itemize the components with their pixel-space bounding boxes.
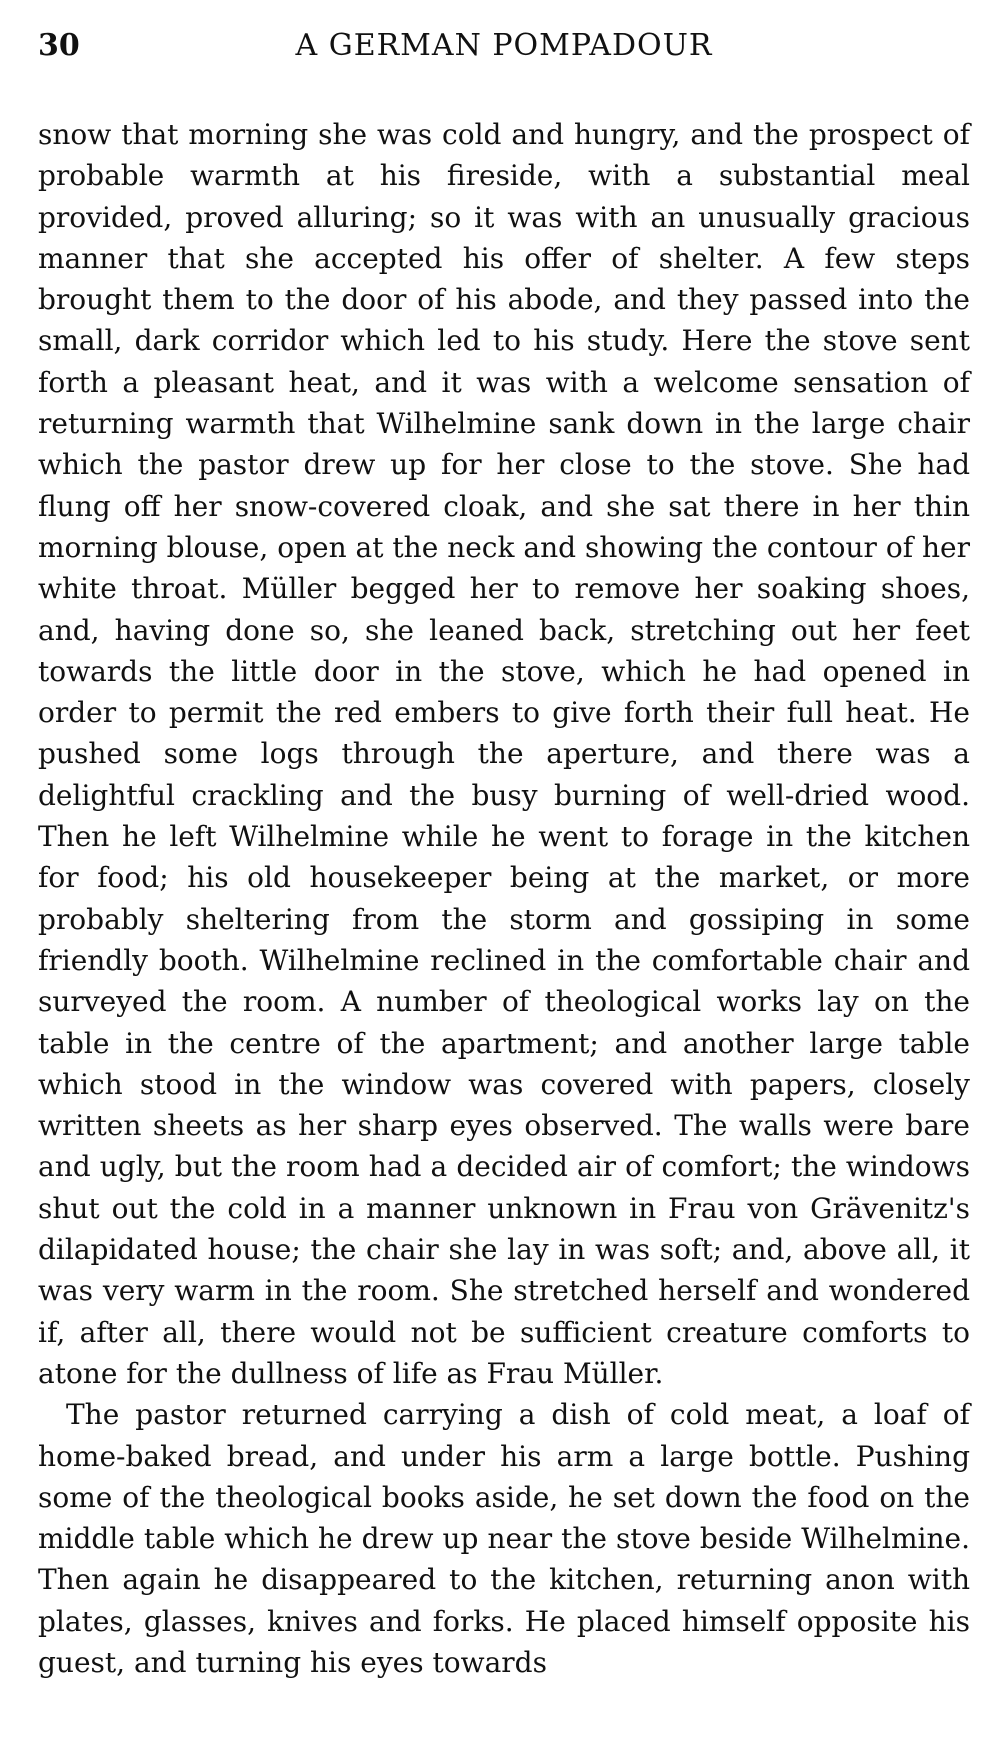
page-number: 30	[38, 28, 80, 63]
book-page	[38, 18, 970, 1683]
body-text	[38, 114, 970, 1683]
paragraph-1: snow that morning she was cold and hungry, and the prospect of probable warmth at his fireside, with a substantial meal provided, proved alluring; so it was with an unusually gracious manner that she accepted his offer of shelter. A few steps brought them to the door of his abode, and they passed into the small, dark corridor which led to his study. Here the stove sent forth a pleasant heat, and it was with a welcome sensation of returning warmth that Wilhelmine sank down in the large chair which the pastor drew up for her close to the stove. She had flung off her snow-covered cloak, and she sat there in her thin morning blouse, open at the neck and showing the contour of her white throat. Müller begged her to remove her soaking shoes, and, having done so, she leaned back, stretching out her feet towards the little door in the stove, which he had opened in order to permit the red embers to give forth their full heat. He pushed some logs through the aperture, and there was a delightful crackling and the busy burning of well-dried wood. Then he left Wilhelmine while he went to forage in the kitchen for food; his old housekeeper being at the market, or more probably sheltering from the storm and gossiping in some friendly booth. Wilhelmine reclined in the comfortable chair and surveyed the room. A number of theological works lay on the table in the centre of the apartment; and another large table which stood in the window was covered with papers, closely written sheets as her sharp eyes observed. The walls were bare and ugly, but the room had a decided air of comfort; the windows shut out the cold in a manner unknown in Frau von Grävenitz's dilapidated house; the chair she lay in was soft; and, above all, it was very warm in the room. She stretched herself and wondered if, after all, there would not be sufficient creature comforts to atone for the dullness of life as Frau Müller.	[38, 118, 970, 1390]
running-title: A GERMAN POMPADOUR	[295, 28, 713, 63]
paragraph-2: The pastor returned carrying a dish of cold meat, a loaf of home-baked bread, and under his arm a large bottle. Pushing some of the theological books aside, he set down the food on the middle table which he drew up near the stove beside Wilhelmine. Then again he disappeared to the kitchen, returning anon with plates, glasses, knives and forks. He placed himself opposite his guest, and turning his eyes towards	[38, 1398, 970, 1679]
page-header	[38, 18, 970, 78]
